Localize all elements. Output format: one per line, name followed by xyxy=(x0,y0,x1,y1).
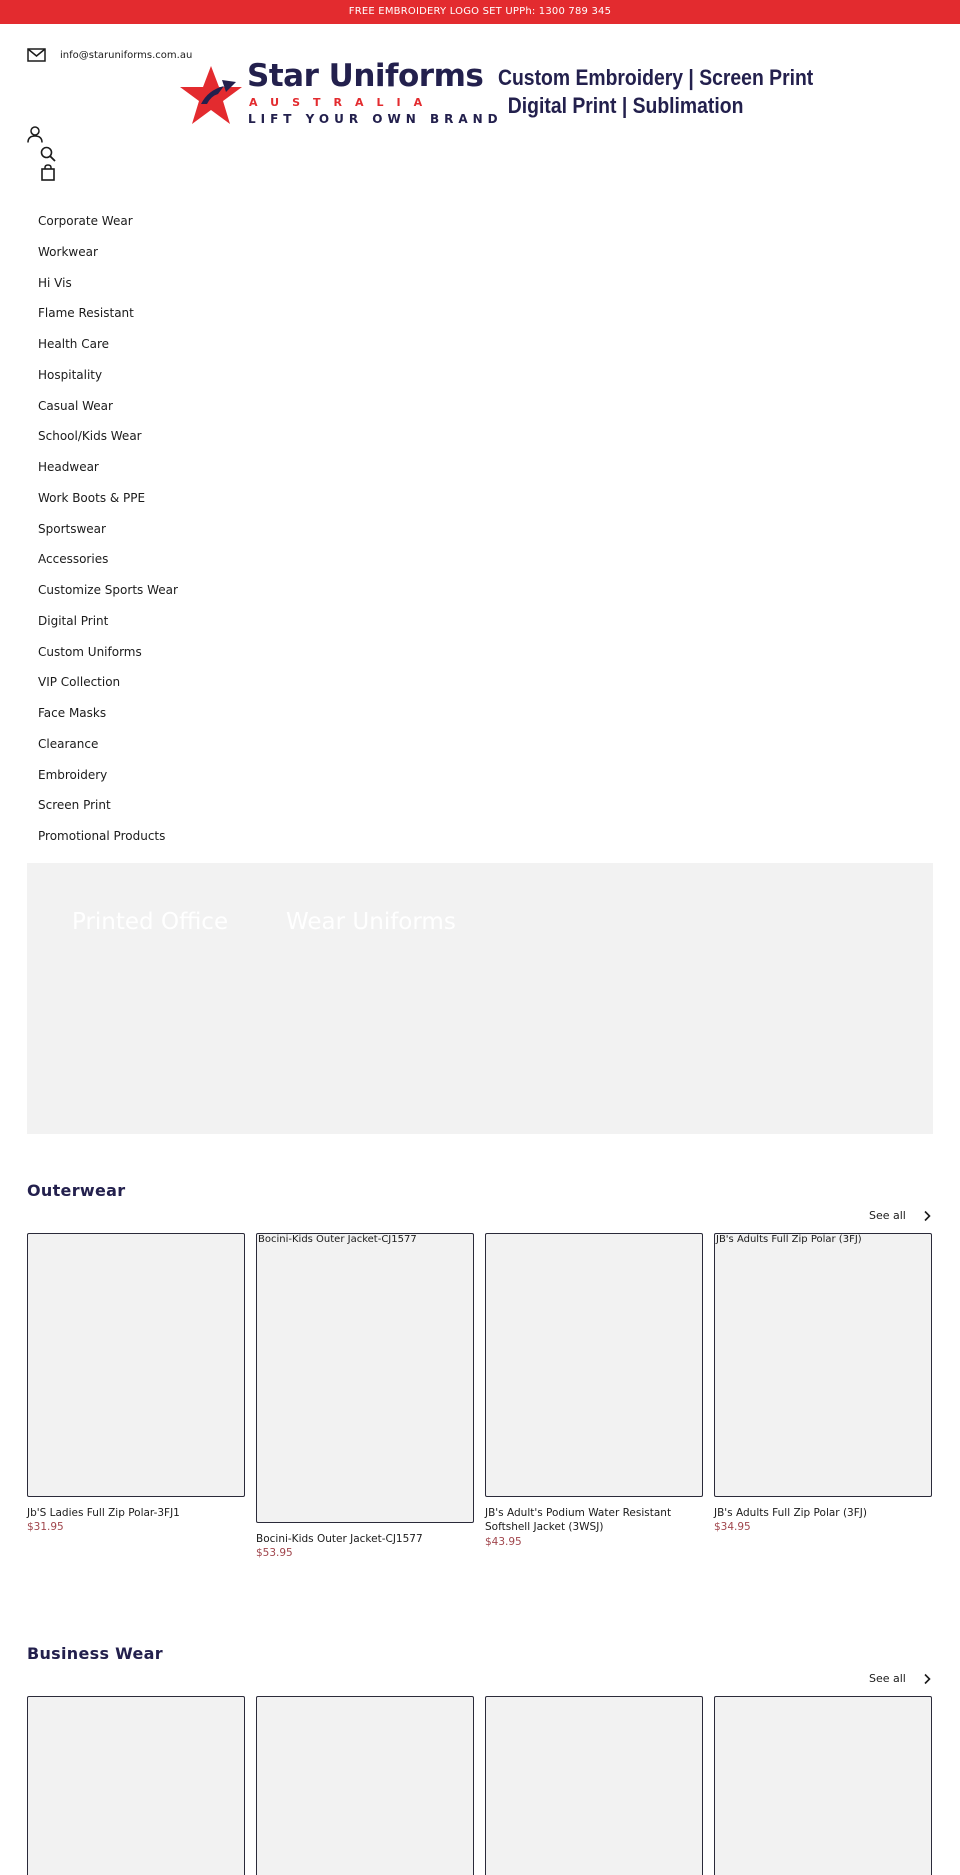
product-price: $31.95 xyxy=(27,1521,64,1533)
nav-item-digital-print[interactable]: Digital Print xyxy=(38,613,109,628)
product-name[interactable]: Jb'S Ladies Full Zip Polar-3FJ1 xyxy=(27,1507,180,1519)
business-wear-see-all-link[interactable] xyxy=(869,1672,932,1685)
hero-title-left: Printed Office xyxy=(72,909,229,935)
nav-item-embroidery[interactable]: Embroidery xyxy=(38,767,108,782)
nav-item-sportswear[interactable]: Sportswear xyxy=(38,521,106,536)
nav-item-headwear[interactable]: Headwear xyxy=(38,460,99,474)
product-image[interactable] xyxy=(485,1233,703,1497)
nav-item-clearance[interactable]: Clearance xyxy=(38,736,99,751)
nav-item-health-care[interactable]: Health Care xyxy=(38,337,110,351)
email-text: info@staruniforms.com.au xyxy=(60,49,193,61)
logo-country-text: AUSTRALIA xyxy=(249,96,436,109)
nav-item-hi-vis[interactable]: Hi Vis xyxy=(38,275,72,290)
product-image[interactable] xyxy=(485,1696,703,1875)
chevron-right-icon xyxy=(922,1210,932,1222)
account-icon[interactable] xyxy=(27,126,43,143)
product-image[interactable] xyxy=(256,1696,474,1875)
product-image[interactable] xyxy=(27,1233,245,1497)
business-wear-section-title: Business Wear xyxy=(27,1644,163,1663)
logo-tagline-text: LIFT YOUR OWN BRAND xyxy=(248,112,503,126)
nav-item-school-kids-wear[interactable]: School/Kids Wear xyxy=(38,429,142,444)
see-all-label: See all xyxy=(869,1209,906,1222)
product-image[interactable] xyxy=(714,1233,932,1497)
site-logo[interactable] xyxy=(178,58,814,130)
cart-bag-icon[interactable] xyxy=(41,164,55,181)
nav-item-screen-print[interactable]: Screen Print xyxy=(38,798,111,813)
nav-item-face-masks[interactable]: Face Masks xyxy=(38,706,107,720)
nav-item-customize-sports-wear[interactable]: Customize Sports Wear xyxy=(38,583,178,597)
outerwear-see-all-link[interactable] xyxy=(869,1209,932,1222)
nav-item-flame-resistant[interactable]: Flame Resistant xyxy=(38,306,134,321)
announcement-bar: FREE EMBROIDERY LOGO SET UPPh: 1300 789 345 xyxy=(0,0,960,24)
hero-title-right: Wear Uniforms xyxy=(286,909,456,935)
chevron-right-icon xyxy=(922,1673,932,1685)
nav-item-promotional-products[interactable]: Promotional Products xyxy=(38,829,166,843)
product-image-alt: JB's Adults Full Zip Polar (3FJ) xyxy=(716,1234,862,1245)
email-link[interactable] xyxy=(27,48,192,62)
logo-services-line-2: Digital Print | Sublimation xyxy=(507,93,744,118)
product-image[interactable] xyxy=(256,1233,474,1523)
nav-item-corporate-wear[interactable]: Corporate Wear xyxy=(38,214,133,228)
nav-item-vip-collection[interactable]: VIP Collection xyxy=(38,675,121,690)
product-name[interactable]: JB's Adult's Podium Water Resistant Softshell Jacket (3WSJ) xyxy=(485,1507,672,1533)
star-logo-icon xyxy=(178,64,244,126)
nav-item-workwear[interactable]: Workwear xyxy=(38,244,98,259)
product-image-alt: Bocini-Kids Outer Jacket-CJ1577 xyxy=(258,1234,417,1245)
outerwear-section-title: Outerwear xyxy=(27,1181,126,1200)
see-all-label: See all xyxy=(869,1672,906,1685)
logo-services xyxy=(498,64,814,120)
logo-services-line-1: Custom Embroidery | Screen Print xyxy=(498,65,814,90)
nav-item-hospitality[interactable]: Hospitality xyxy=(38,367,103,382)
nav-item-accessories[interactable]: Accessories xyxy=(38,552,109,567)
nav-item-work-boots-ppe[interactable]: Work Boots & PPE xyxy=(38,490,146,505)
nav-item-casual-wear[interactable]: Casual Wear xyxy=(38,398,113,413)
product-price: $34.95 xyxy=(714,1521,751,1533)
search-icon[interactable] xyxy=(40,146,56,162)
hero-banner[interactable] xyxy=(27,863,933,1134)
logo-brand-text: Star Uniforms xyxy=(247,58,484,94)
envelope-icon xyxy=(27,48,46,62)
product-price: $43.95 xyxy=(485,1536,522,1548)
product-price: $53.95 xyxy=(256,1547,293,1559)
nav-item-custom-uniforms[interactable]: Custom Uniforms xyxy=(38,644,142,659)
product-name[interactable]: JB's Adults Full Zip Polar (3FJ) xyxy=(714,1507,867,1519)
product-name[interactable]: Bocini-Kids Outer Jacket-CJ1577 xyxy=(256,1533,423,1545)
product-image[interactable] xyxy=(27,1696,245,1875)
product-image[interactable] xyxy=(714,1696,932,1875)
main-navigation xyxy=(38,210,178,856)
